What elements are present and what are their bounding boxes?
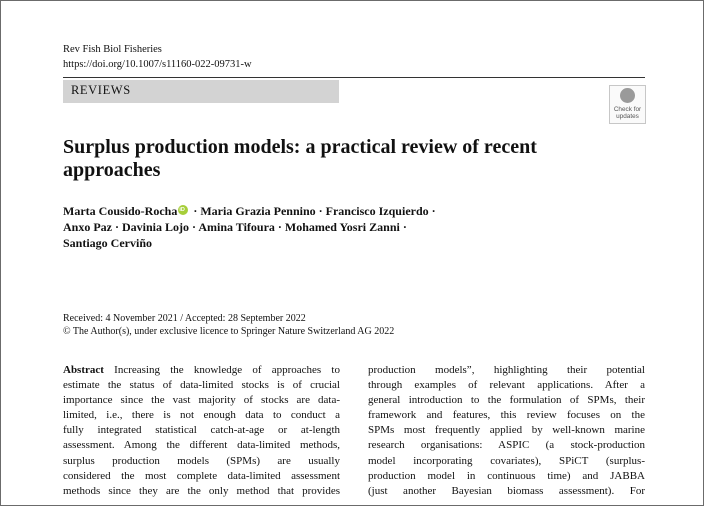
abstract-column-2 (368, 363, 645, 499)
abstract-line: production model in continuous time) and JABBA (368, 469, 645, 482)
abstract-line: considered the most complete data-limited assessment (63, 469, 340, 482)
section-label: REVIEWS (71, 83, 131, 97)
orcid-icon[interactable] (178, 205, 188, 215)
abstract-line: estimate the status of data-limited stocks is of crucial (63, 379, 340, 392)
abstract-line: importance since the vast majority of stocks are data- (63, 394, 340, 407)
abstract-line: methods since they are the only method that provides (63, 484, 340, 497)
abstract-line: production models”, highlighting their potential (368, 364, 645, 376)
authors-line-3: Santiago Cerviño (63, 236, 153, 250)
doi-link[interactable]: https://doi.org/10.1007/s11160-022-09731-w (63, 59, 252, 70)
abstract-line: model incorporating covariates), SPiCT (surplus- (368, 454, 645, 467)
abstract-line: surplus production models (SPMs) are usually (63, 454, 340, 467)
abstract-line: framework and features, this review focuses on the (368, 409, 645, 422)
authors-line-1-rest: · Maria Grazia Pennino · Francisco Izquierdo · (190, 204, 436, 218)
abstract-first-text: Increasing the knowledge of approaches to (103, 364, 340, 376)
journal-header (63, 42, 252, 72)
abstract-line: research organisations: ASPIC (a stock-production (368, 439, 645, 452)
title-line-1: Surplus production models: a practical review of recent (63, 136, 537, 158)
abstract-line: general introduction to the formulation of SPMs, their (368, 394, 645, 407)
abstract-line: SPMs most frequently applied by well-known marine (368, 424, 645, 437)
abstract-line: (just another Bayesian biomass assessment). For (368, 484, 645, 497)
article-title (63, 136, 623, 182)
check-updates-icon (620, 88, 635, 103)
abstract-line: through examples of relevant applications. After a (368, 379, 645, 392)
journal-name: Rev Fish Biol Fisheries (63, 44, 162, 55)
badge-line-1: Check for (613, 106, 642, 113)
authors-line-2: Anxo Paz · Davinia Lojo · Amina Tifoura · Mohamed Yosri Zanni · (63, 220, 407, 234)
abstract-column-1 (63, 363, 340, 499)
abstract-heading: Abstract (63, 364, 104, 376)
authors-line-1 (63, 203, 623, 219)
title-line-2: approaches (63, 159, 161, 181)
abstract-line: fully integrated statistical catch-at-age or at-length (63, 424, 340, 437)
badge-text (610, 106, 645, 120)
copyright-line: © The Author(s), under exclusive licence to Springer Nature Switzerland AG 2022 (63, 325, 395, 337)
header-rule (63, 77, 645, 78)
check-for-updates-badge[interactable] (609, 85, 646, 124)
abstract-line: assessment. Among the different data-limited methods, (63, 439, 340, 452)
abstract-line (63, 363, 340, 378)
badge-line-2: updates (616, 113, 639, 120)
author-first[interactable]: Marta Cousido-Rocha (63, 204, 178, 218)
article-dates (63, 313, 394, 338)
author-list (63, 203, 623, 251)
abstract-line: limited, i.e., there is not enough data to conduct a (63, 409, 340, 422)
received-accepted: Received: 4 November 2021 / Accepted: 28 September 2022 (63, 313, 306, 324)
